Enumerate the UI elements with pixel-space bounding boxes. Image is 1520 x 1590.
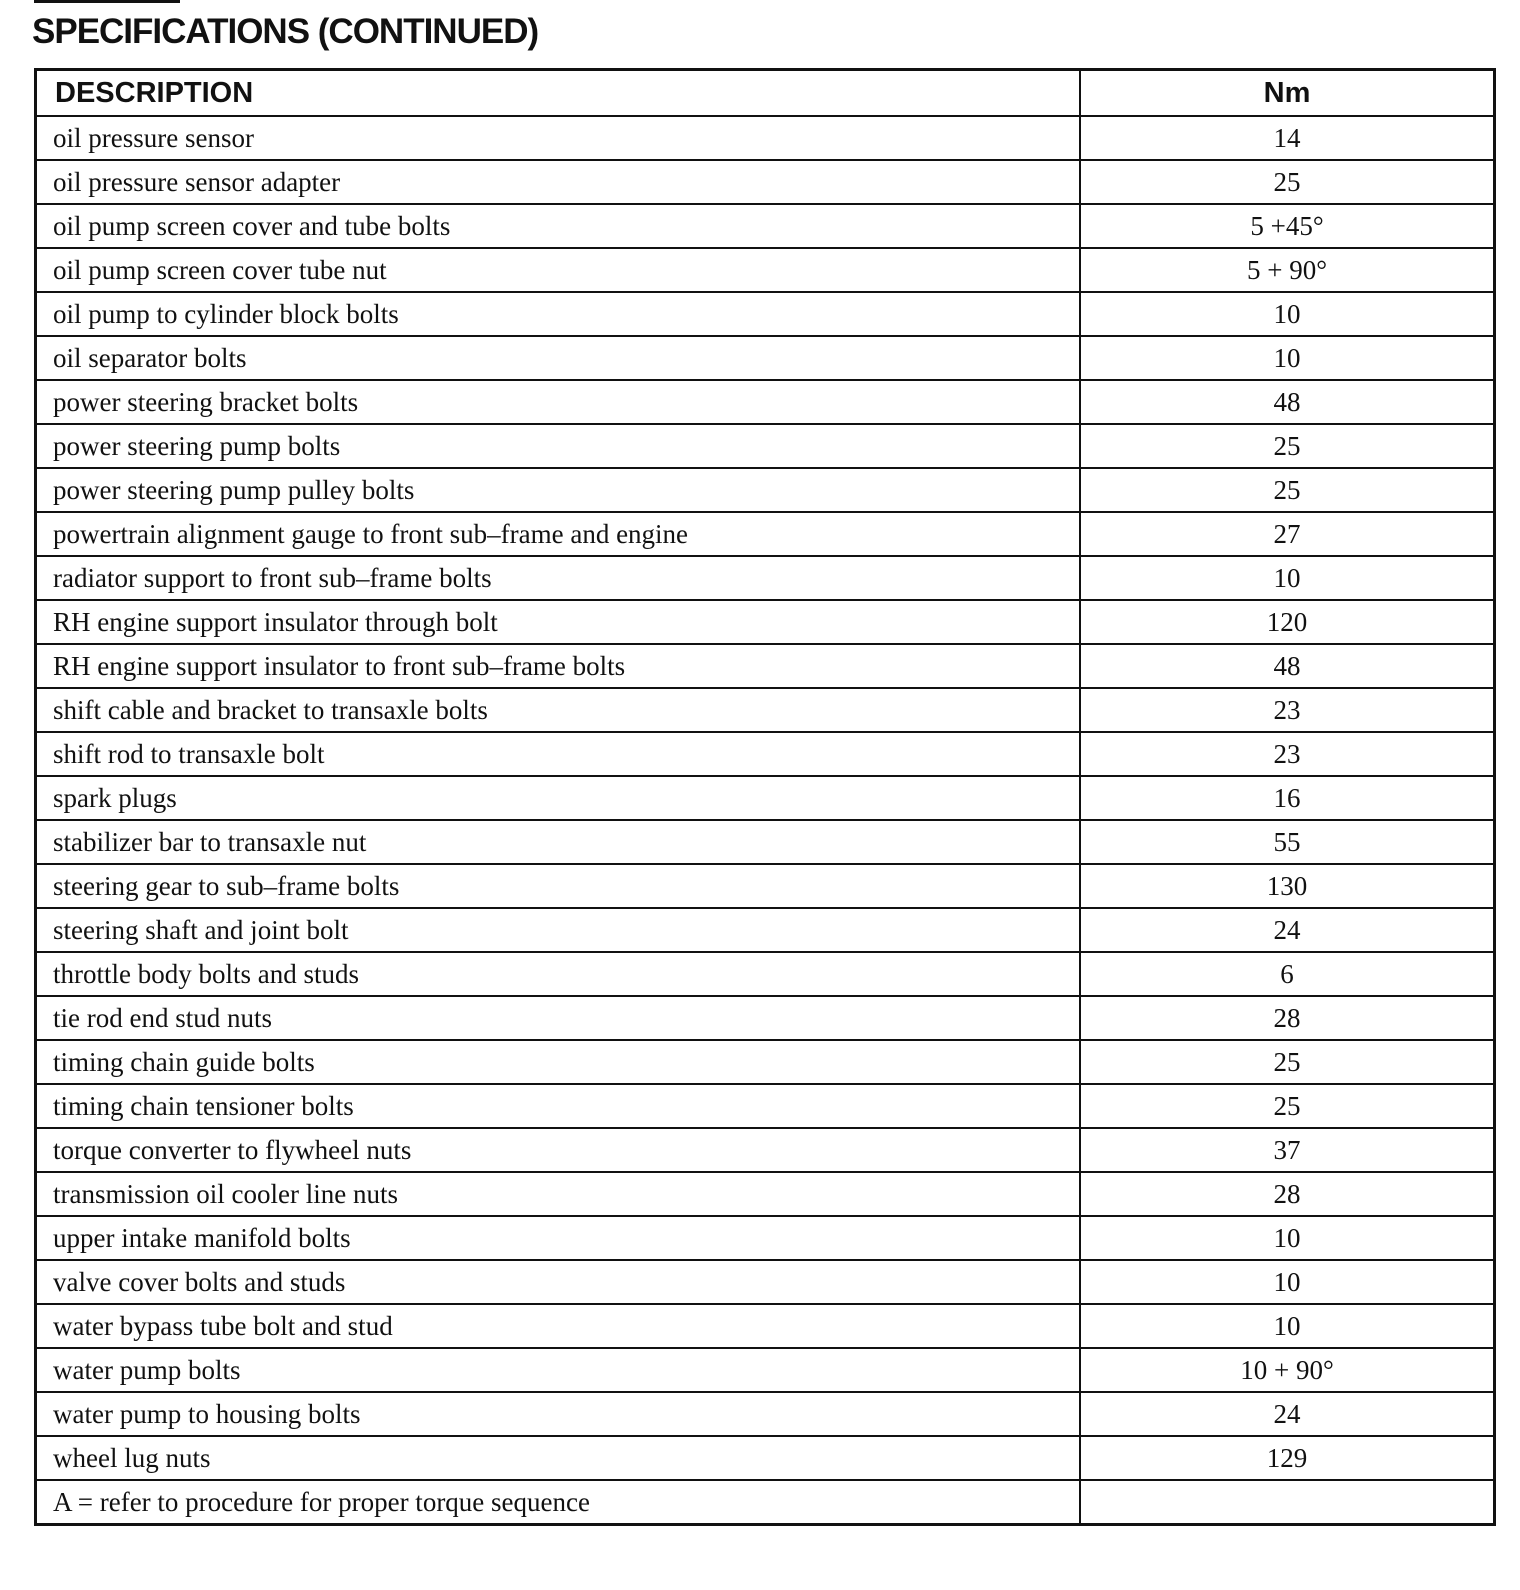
- row-description: water pump bolts: [36, 1348, 1081, 1392]
- row-description: radiator support to front sub–frame bolts: [36, 556, 1081, 600]
- row-torque-value: 120: [1080, 600, 1495, 644]
- row-description: shift cable and bracket to transaxle bolts: [36, 688, 1081, 732]
- row-torque-value: 10: [1080, 1304, 1495, 1348]
- table-row: [36, 1172, 1495, 1216]
- row-torque-value: 129: [1080, 1436, 1495, 1480]
- row-description: valve cover bolts and studs: [36, 1260, 1081, 1304]
- description-column-header: DESCRIPTION: [36, 70, 1081, 117]
- row-description: power steering pump bolts: [36, 424, 1081, 468]
- row-description: timing chain guide bolts: [36, 1040, 1081, 1084]
- row-torque-value: 130: [1080, 864, 1495, 908]
- table-row: [36, 380, 1495, 424]
- row-description: steering gear to sub–frame bolts: [36, 864, 1081, 908]
- table-row: [36, 644, 1495, 688]
- table-header-row: [36, 70, 1495, 117]
- row-torque-value: 10: [1080, 336, 1495, 380]
- table-row: [36, 1040, 1495, 1084]
- row-description: transmission oil cooler line nuts: [36, 1172, 1081, 1216]
- row-torque-value: 25: [1080, 1040, 1495, 1084]
- row-description: oil pump screen cover tube nut: [36, 248, 1081, 292]
- table-row: [36, 512, 1495, 556]
- row-torque-value: 25: [1080, 160, 1495, 204]
- row-description: wheel lug nuts: [36, 1436, 1081, 1480]
- row-torque-value: 48: [1080, 380, 1495, 424]
- row-torque-value: 25: [1080, 424, 1495, 468]
- row-description: RH engine support insulator to front sub–frame bolts: [36, 644, 1081, 688]
- row-description: oil pump to cylinder block bolts: [36, 292, 1081, 336]
- row-torque-value: 14: [1080, 116, 1495, 160]
- page-title: SPECIFICATIONS (CONTINUED): [32, 12, 539, 51]
- table-row: [36, 864, 1495, 908]
- row-torque-value: 23: [1080, 688, 1495, 732]
- table-row: [36, 952, 1495, 996]
- table-row: [36, 1216, 1495, 1260]
- table-row: [36, 116, 1495, 160]
- table-row: [36, 1084, 1495, 1128]
- table-row: [36, 556, 1495, 600]
- row-description: powertrain alignment gauge to front sub–frame and engine: [36, 512, 1081, 556]
- row-description: water bypass tube bolt and stud: [36, 1304, 1081, 1348]
- table-row: [36, 1348, 1495, 1392]
- row-torque-value: 16: [1080, 776, 1495, 820]
- table-row: [36, 688, 1495, 732]
- table-row: [36, 248, 1495, 292]
- row-torque-value: 24: [1080, 908, 1495, 952]
- row-description: RH engine support insulator through bolt: [36, 600, 1081, 644]
- table-row: [36, 336, 1495, 380]
- table-row: [36, 820, 1495, 864]
- row-torque-value: 5 +45°: [1080, 204, 1495, 248]
- row-description: upper intake manifold bolts: [36, 1216, 1081, 1260]
- table-row: [36, 908, 1495, 952]
- row-torque-value: 5 + 90°: [1080, 248, 1495, 292]
- row-torque-value: 6: [1080, 952, 1495, 996]
- table-row: [36, 468, 1495, 512]
- row-description: power steering bracket bolts: [36, 380, 1081, 424]
- table-row: [36, 1436, 1495, 1480]
- row-description: A = refer to procedure for proper torque sequence: [36, 1480, 1081, 1525]
- row-torque-value: 28: [1080, 1172, 1495, 1216]
- row-description: tie rod end stud nuts: [36, 996, 1081, 1040]
- row-description: spark plugs: [36, 776, 1081, 820]
- table-row: [36, 776, 1495, 820]
- row-torque-value: 23: [1080, 732, 1495, 776]
- table-row: [36, 732, 1495, 776]
- table-row: [36, 424, 1495, 468]
- row-torque-value: 28: [1080, 996, 1495, 1040]
- row-torque-value: 24: [1080, 1392, 1495, 1436]
- row-torque-value: 10: [1080, 292, 1495, 336]
- table-row: [36, 1480, 1495, 1525]
- row-description: oil pump screen cover and tube bolts: [36, 204, 1081, 248]
- row-torque-value: 55: [1080, 820, 1495, 864]
- row-torque-value: 10: [1080, 1260, 1495, 1304]
- row-torque-value: 10: [1080, 556, 1495, 600]
- table-row: [36, 600, 1495, 644]
- table-row: [36, 996, 1495, 1040]
- row-description: throttle body bolts and studs: [36, 952, 1081, 996]
- row-torque-value: 10 + 90°: [1080, 1348, 1495, 1392]
- row-torque-value: 10: [1080, 1216, 1495, 1260]
- table-row: [36, 160, 1495, 204]
- row-description: power steering pump pulley bolts: [36, 468, 1081, 512]
- row-description: oil pressure sensor adapter: [36, 160, 1081, 204]
- row-description: torque converter to flywheel nuts: [36, 1128, 1081, 1172]
- top-rule: [34, 0, 180, 3]
- row-description: shift rod to transaxle bolt: [36, 732, 1081, 776]
- row-description: stabilizer bar to transaxle nut: [36, 820, 1081, 864]
- row-description: steering shaft and joint bolt: [36, 908, 1081, 952]
- table-row: [36, 292, 1495, 336]
- table-body: [36, 116, 1495, 1525]
- row-torque-value: 25: [1080, 1084, 1495, 1128]
- row-torque-value: 25: [1080, 468, 1495, 512]
- row-description: oil separator bolts: [36, 336, 1081, 380]
- specifications-table: [34, 68, 1496, 1526]
- table-row: [36, 1392, 1495, 1436]
- row-torque-value: 37: [1080, 1128, 1495, 1172]
- row-description: timing chain tensioner bolts: [36, 1084, 1081, 1128]
- row-description: water pump to housing bolts: [36, 1392, 1081, 1436]
- table-row: [36, 1128, 1495, 1172]
- table-row: [36, 204, 1495, 248]
- row-torque-value: 48: [1080, 644, 1495, 688]
- row-torque-value: [1080, 1480, 1495, 1525]
- table-row: [36, 1304, 1495, 1348]
- table-row: [36, 1260, 1495, 1304]
- nm-column-header: Nm: [1080, 70, 1495, 117]
- row-torque-value: 27: [1080, 512, 1495, 556]
- row-description: oil pressure sensor: [36, 116, 1081, 160]
